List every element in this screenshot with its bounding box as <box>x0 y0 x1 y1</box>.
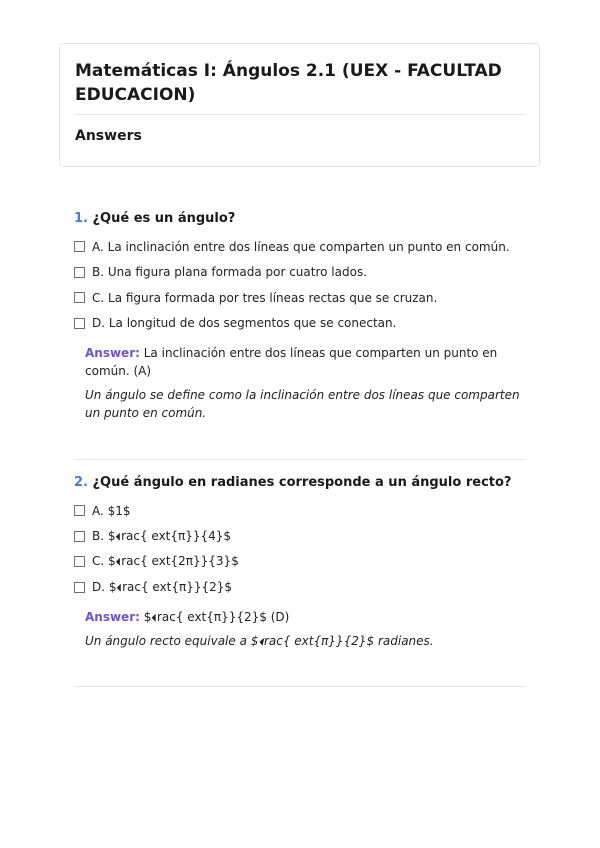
option-label: C. $ rac{ ext{2π}}{3}$ <box>92 554 239 569</box>
title-divider <box>75 114 526 115</box>
checkbox[interactable] <box>74 582 85 593</box>
option-d[interactable] <box>74 311 526 337</box>
option-label: C. La figura formada por tres líneas rectas que se cruzan. <box>92 290 438 305</box>
explanation: Un ángulo se define como la inclinación entre dos líneas que comparten un punto en común. <box>85 388 520 420</box>
option-label: B. Una figura plana formada por cuatro lados. <box>92 265 368 280</box>
checkbox[interactable] <box>74 505 85 516</box>
answer-text: La inclinación entre dos líneas que comparten un punto en común. (A) <box>85 346 498 378</box>
option-b[interactable] <box>74 260 526 286</box>
option-c[interactable] <box>74 549 526 575</box>
question-text: ¿Qué ángulo en radianes corresponde a un ángulo recto? <box>92 475 512 490</box>
option-label: A. La inclinación entre dos líneas que comparten un punto en común. <box>92 239 510 254</box>
option-label: D. $ rac{ ext{π}}{2}$ <box>92 579 233 594</box>
question-divider <box>74 686 526 687</box>
question-heading <box>74 474 526 492</box>
checkbox[interactable] <box>74 267 85 278</box>
option-a[interactable] <box>74 234 526 260</box>
question-heading <box>74 210 526 228</box>
question-2 <box>74 474 526 650</box>
option-label: D. La longitud de dos segmentos que se conectan. <box>92 316 397 331</box>
checkbox[interactable] <box>74 241 85 252</box>
document-title: Matemáticas I: Ángulos 2.1 (UEX - FACULTAD EDUCACION) <box>75 61 502 105</box>
option-d[interactable] <box>74 575 526 601</box>
answer-text: $ rac{ ext{π}}{2}$ (D) <box>143 610 290 624</box>
option-a[interactable] <box>74 498 526 524</box>
option-label: A. $1$ <box>92 503 131 518</box>
answers-heading: Answers <box>75 128 142 144</box>
question-number: 2. <box>74 475 88 490</box>
question-text: ¿Qué es un ángulo? <box>92 211 236 226</box>
header-card <box>59 43 540 167</box>
question-1 <box>74 210 526 422</box>
checkbox[interactable] <box>74 531 85 542</box>
option-label: B. $ rac{ ext{π}}{4}$ <box>92 528 232 543</box>
answer-label: Answer: <box>85 346 140 360</box>
checkbox[interactable] <box>74 556 85 567</box>
explanation: Un ángulo recto equivale a $ rac{ ext{π}}{2}$ radianes. <box>85 634 434 648</box>
option-b[interactable] <box>74 524 526 550</box>
answer <box>85 608 526 626</box>
option-c[interactable] <box>74 285 526 311</box>
question-divider <box>74 459 526 460</box>
checkbox[interactable] <box>74 292 85 303</box>
question-number: 1. <box>74 211 88 226</box>
answer-label: Answer: <box>85 610 140 624</box>
answer <box>85 344 526 380</box>
checkbox[interactable] <box>74 318 85 329</box>
